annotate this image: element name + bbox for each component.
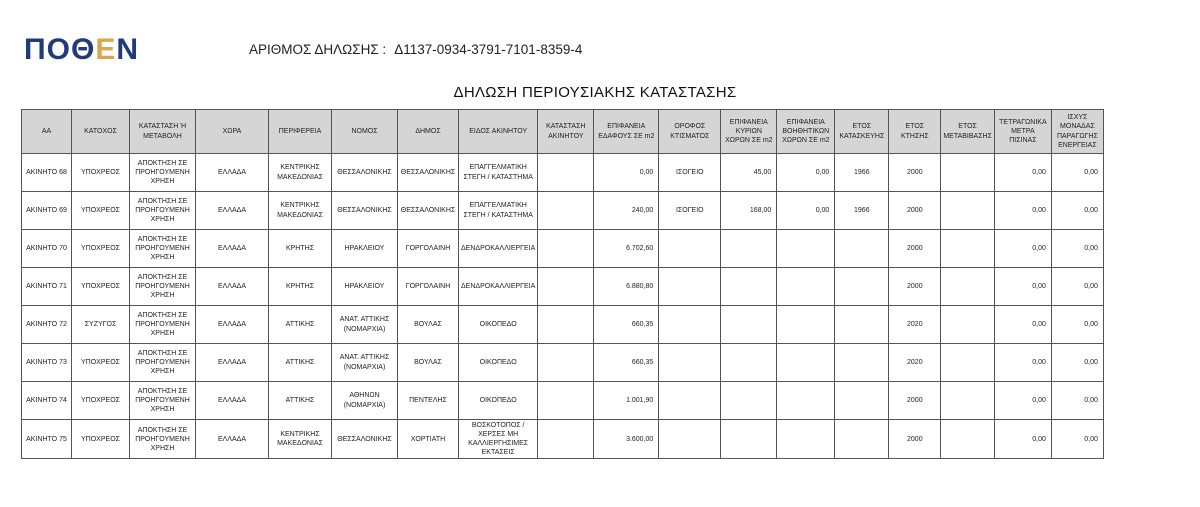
logo-text-left: ΠΟΘ — [24, 33, 96, 66]
cell-owner: ΣΥΖΥΓΟΣ — [72, 306, 130, 344]
cell-aux-area — [777, 420, 835, 459]
cell-aux-area — [777, 306, 835, 344]
cell-property-status — [538, 344, 594, 382]
cell-municipality: ΒΟΥΛΑΣ — [398, 306, 459, 344]
cell-main-area — [721, 344, 777, 382]
cell-energy-unit-power: 0,00 — [1051, 382, 1103, 420]
declaration-number-label: ΑΡΙΘΜΟΣ ΔΗΛΩΣΗΣ : — [249, 42, 387, 57]
cell-municipality: ΘΕΣΣΑΛΟΝΙΚΗΣ — [398, 192, 459, 230]
cell-main-area — [721, 306, 777, 344]
header-property-type: ΕΙΔΟΣ ΑΚΙΝΗΤΟΥ — [459, 110, 538, 154]
cell-pool-area: 0,00 — [994, 306, 1051, 344]
cell-floor: ΙΣΟΓΕΙΟ — [659, 154, 721, 192]
cell-aux-area — [777, 268, 835, 306]
cell-acquisition-year: 2020 — [889, 344, 941, 382]
cell-aux-area — [777, 382, 835, 420]
cell-energy-unit-power: 0,00 — [1051, 420, 1103, 459]
cell-region: ΚΕΝΤΡΙΚΗΣ ΜΑΚΕΔΟΝΙΑΣ — [269, 420, 332, 459]
cell-construction-year — [835, 420, 889, 459]
header-property-status: ΚΑΤΑΣΤΑΣΗ ΑΚΙΝΗΤΟΥ — [538, 110, 594, 154]
cell-country: ΕΛΛΑΔΑ — [196, 192, 269, 230]
cell-status-change: ΑΠΟΚΤΗΣΗ ΣΕ ΠΡΟΗΓΟΥΜΕΝΗ ΧΡΗΣΗ — [130, 382, 196, 420]
cell-acquisition-year: 2000 — [889, 420, 941, 459]
cell-status-change: ΑΠΟΚΤΗΣΗ ΣΕ ΠΡΟΗΓΟΥΜΕΝΗ ΧΡΗΣΗ — [130, 420, 196, 459]
cell-municipality: ΧΟΡΤΙΑΤΗ — [398, 420, 459, 459]
cell-owner: ΥΠΟΧΡΕΟΣ — [72, 192, 130, 230]
cell-prefecture: ΘΕΣΣΑΛΟΝΙΚΗΣ — [332, 154, 398, 192]
cell-prefecture: ΘΕΣΣΑΛΟΝΙΚΗΣ — [332, 192, 398, 230]
header-land-area: ΕΠΙΦΑΝΕΙΑ ΕΔΑΦΟΥΣ ΣΕ m2 — [594, 110, 659, 154]
cell-region: ΚΡΗΤΗΣ — [269, 230, 332, 268]
cell-country: ΕΛΛΑΔΑ — [196, 344, 269, 382]
header-status-change: ΚΑΤΑΣΤΑΣΗ Ή ΜΕΤΑΒΟΛΗ — [130, 110, 196, 154]
cell-construction-year — [835, 268, 889, 306]
cell-country: ΕΛΛΑΔΑ — [196, 420, 269, 459]
cell-acquisition-year: 2000 — [889, 268, 941, 306]
cell-construction-year — [835, 344, 889, 382]
cell-acquisition-year: 2000 — [889, 230, 941, 268]
cell-country: ΕΛΛΑΔΑ — [196, 382, 269, 420]
cell-aa: ΑΚΙΝΗΤΟ 71 — [22, 268, 72, 306]
header-floor: ΟΡΟΦΟΣ ΚΤΙΣΜΑΤΟΣ — [659, 110, 721, 154]
cell-country: ΕΛΛΑΔΑ — [196, 154, 269, 192]
cell-property-type: ΟΙΚΟΠΕΔΟ — [459, 344, 538, 382]
cell-main-area: 45,00 — [721, 154, 777, 192]
page-title: ΔΗΛΩΣΗ ΠΕΡΙΟΥΣΙΑΚΗΣ ΚΑΤΑΣΤΑΣΗΣ — [453, 84, 737, 101]
cell-aux-area: 0,00 — [777, 192, 835, 230]
header-aa: ΑΑ — [22, 110, 72, 154]
cell-status-change: ΑΠΟΚΤΗΣΗ ΣΕ ΠΡΟΗΓΟΥΜΕΝΗ ΧΡΗΣΗ — [130, 192, 196, 230]
cell-municipality: ΠΕΝΤΕΛΗΣ — [398, 382, 459, 420]
cell-aa: ΑΚΙΝΗΤΟ 68 — [22, 154, 72, 192]
cell-land-area: 240,00 — [594, 192, 659, 230]
cell-acquisition-year: 2000 — [889, 382, 941, 420]
cell-property-type: ΟΙΚΟΠΕΔΟ — [459, 382, 538, 420]
table-row — [22, 382, 1104, 420]
cell-main-area — [721, 230, 777, 268]
header-owner: ΚΑΤΟΧΟΣ — [72, 110, 130, 154]
cell-floor — [659, 344, 721, 382]
cell-country: ΕΛΛΑΔΑ — [196, 230, 269, 268]
table-row — [22, 230, 1104, 268]
cell-property-type: ΒΟΣΚΟΤΟΠΟΣ / ΧΕΡΣΕΣ ΜΗ ΚΑΛΛΙΕΡΓΗΣΙΜΕΣ ΕΚΤΑΣΕΙΣ — [459, 420, 538, 459]
cell-region: ΚΡΗΤΗΣ — [269, 268, 332, 306]
declaration-number — [249, 42, 582, 57]
cell-aux-area — [777, 344, 835, 382]
cell-pool-area: 0,00 — [994, 344, 1051, 382]
cell-municipality: ΓΟΡΓΟΛΑΙΝΗ — [398, 268, 459, 306]
cell-property-type: ΕΠΑΓΓΕΛΜΑΤΙΚΗ ΣΤΕΓΗ / ΚΑΤΑΣΤΗΜΑ — [459, 154, 538, 192]
property-table — [21, 109, 1104, 459]
cell-owner: ΥΠΟΧΡΕΟΣ — [72, 344, 130, 382]
cell-acquisition-year: 2020 — [889, 306, 941, 344]
cell-prefecture: ΘΕΣΣΑΛΟΝΙΚΗΣ — [332, 420, 398, 459]
cell-acquisition-year: 2000 — [889, 192, 941, 230]
cell-pool-area: 0,00 — [994, 420, 1051, 459]
logo-text-accent: Ε — [95, 33, 117, 66]
cell-land-area: 6.702,60 — [594, 230, 659, 268]
cell-transfer-year — [941, 420, 995, 459]
cell-construction-year — [835, 230, 889, 268]
table-row — [22, 420, 1104, 459]
cell-pool-area: 0,00 — [994, 192, 1051, 230]
declaration-number-value: Δ1137-0934-3791-7101-8359-4 — [394, 42, 583, 57]
header-main-area: ΕΠΙΦΑΝΕΙΑ ΚΥΡΙΩΝ ΧΩΡΩΝ ΣΕ m2 — [721, 110, 777, 154]
cell-property-type: ΔΕΝΔΡΟΚΑΛΛΙΕΡΓΕΙΑ — [459, 230, 538, 268]
cell-transfer-year — [941, 268, 995, 306]
header-acquisition-year: ΕΤΟΣ ΚΤΗΣΗΣ — [889, 110, 941, 154]
table-row — [22, 268, 1104, 306]
cell-property-status — [538, 192, 594, 230]
header-country: ΧΩΡΑ — [196, 110, 269, 154]
cell-region: ΑΤΤΙΚΗΣ — [269, 382, 332, 420]
cell-prefecture: ΗΡΑΚΛΕΙΟΥ — [332, 268, 398, 306]
cell-property-type: ΟΙΚΟΠΕΔΟ — [459, 306, 538, 344]
header-prefecture: ΝΟΜΟΣ — [332, 110, 398, 154]
logo-text-right: Ν — [116, 33, 140, 66]
cell-transfer-year — [941, 344, 995, 382]
cell-property-status — [538, 382, 594, 420]
cell-property-type: ΕΠΑΓΓΕΛΜΑΤΙΚΗ ΣΤΕΓΗ / ΚΑΤΑΣΤΗΜΑ — [459, 192, 538, 230]
cell-prefecture: ΗΡΑΚΛΕΙΟΥ — [332, 230, 398, 268]
table-row — [22, 154, 1104, 192]
table-row — [22, 344, 1104, 382]
cell-land-area: 1.001,90 — [594, 382, 659, 420]
header-municipality: ΔΗΜΟΣ — [398, 110, 459, 154]
cell-prefecture: ΑΝΑΤ. ΑΤΤΙΚΗΣ (ΝΟΜΑΡΧΙΑ) — [332, 306, 398, 344]
cell-land-area: 660,35 — [594, 344, 659, 382]
header-pool-area: ΤΕΤΡΑΓΩΝΙΚΑ ΜΕΤΡΑ ΠΙΣΙΝΑΣ — [994, 110, 1051, 154]
cell-energy-unit-power: 0,00 — [1051, 192, 1103, 230]
cell-aa: ΑΚΙΝΗΤΟ 74 — [22, 382, 72, 420]
cell-construction-year: 1966 — [835, 192, 889, 230]
cell-floor — [659, 230, 721, 268]
cell-property-status — [538, 268, 594, 306]
cell-owner: ΥΠΟΧΡΕΟΣ — [72, 154, 130, 192]
cell-owner: ΥΠΟΧΡΕΟΣ — [72, 230, 130, 268]
cell-region: ΑΤΤΙΚΗΣ — [269, 306, 332, 344]
cell-floor — [659, 382, 721, 420]
cell-floor: ΙΣΟΓΕΙΟ — [659, 192, 721, 230]
cell-property-status — [538, 306, 594, 344]
cell-aa: ΑΚΙΝΗΤΟ 73 — [22, 344, 72, 382]
cell-land-area: 6.880,80 — [594, 268, 659, 306]
cell-pool-area: 0,00 — [994, 382, 1051, 420]
pothen-logo — [24, 33, 139, 67]
cell-energy-unit-power: 0,00 — [1051, 230, 1103, 268]
cell-status-change: ΑΠΟΚΤΗΣΗ ΣΕ ΠΡΟΗΓΟΥΜΕΝΗ ΧΡΗΣΗ — [130, 230, 196, 268]
header-construction-year: ΕΤΟΣ ΚΑΤΑΣΚΕΥΗΣ — [835, 110, 889, 154]
cell-status-change: ΑΠΟΚΤΗΣΗ ΣΕ ΠΡΟΗΓΟΥΜΕΝΗ ΧΡΗΣΗ — [130, 154, 196, 192]
cell-floor — [659, 420, 721, 459]
cell-property-status — [538, 154, 594, 192]
cell-owner: ΥΠΟΧΡΕΟΣ — [72, 420, 130, 459]
cell-property-type: ΔΕΝΔΡΟΚΑΛΛΙΕΡΓΕΙΑ — [459, 268, 538, 306]
cell-country: ΕΛΛΑΔΑ — [196, 306, 269, 344]
cell-energy-unit-power: 0,00 — [1051, 344, 1103, 382]
cell-energy-unit-power: 0,00 — [1051, 154, 1103, 192]
cell-aa: ΑΚΙΝΗΤΟ 72 — [22, 306, 72, 344]
cell-construction-year: 1966 — [835, 154, 889, 192]
header-region: ΠΕΡΙΦΕΡΕΙΑ — [269, 110, 332, 154]
cell-pool-area: 0,00 — [994, 230, 1051, 268]
cell-construction-year — [835, 382, 889, 420]
cell-main-area — [721, 382, 777, 420]
header-aux-area: ΕΠΙΦΑΝΕΙΑ ΒΟΗΘΗΤΙΚΩΝ ΧΩΡΩΝ ΣΕ m2 — [777, 110, 835, 154]
cell-aux-area — [777, 230, 835, 268]
cell-region: ΚΕΝΤΡΙΚΗΣ ΜΑΚΕΔΟΝΙΑΣ — [269, 154, 332, 192]
cell-transfer-year — [941, 306, 995, 344]
cell-region: ΚΕΝΤΡΙΚΗΣ ΜΑΚΕΔΟΝΙΑΣ — [269, 192, 332, 230]
cell-owner: ΥΠΟΧΡΕΟΣ — [72, 268, 130, 306]
cell-pool-area: 0,00 — [994, 268, 1051, 306]
cell-aa: ΑΚΙΝΗΤΟ 70 — [22, 230, 72, 268]
cell-transfer-year — [941, 230, 995, 268]
cell-region: ΑΤΤΙΚΗΣ — [269, 344, 332, 382]
header-energy-unit-power: ΙΣΧΥΣ ΜΟΝΑΔΑΣ ΠΑΡΑΓΩΓΗΣ ΕΝΕΡΓΕΙΑΣ — [1051, 110, 1103, 154]
cell-floor — [659, 306, 721, 344]
cell-land-area: 3.600,00 — [594, 420, 659, 459]
cell-prefecture: ΑΝΑΤ. ΑΤΤΙΚΗΣ (ΝΟΜΑΡΧΙΑ) — [332, 344, 398, 382]
cell-municipality: ΒΟΥΛΑΣ — [398, 344, 459, 382]
cell-status-change: ΑΠΟΚΤΗΣΗ ΣΕ ΠΡΟΗΓΟΥΜΕΝΗ ΧΡΗΣΗ — [130, 344, 196, 382]
cell-pool-area: 0,00 — [994, 154, 1051, 192]
cell-aa: ΑΚΙΝΗΤΟ 69 — [22, 192, 72, 230]
cell-energy-unit-power: 0,00 — [1051, 268, 1103, 306]
cell-construction-year — [835, 306, 889, 344]
cell-main-area: 168,00 — [721, 192, 777, 230]
cell-transfer-year — [941, 382, 995, 420]
cell-status-change: ΑΠΟΚΤΗΣΗ ΣΕ ΠΡΟΗΓΟΥΜΕΝΗ ΧΡΗΣΗ — [130, 268, 196, 306]
cell-property-status — [538, 230, 594, 268]
cell-municipality: ΓΟΡΓΟΛΑΙΝΗ — [398, 230, 459, 268]
cell-property-status — [538, 420, 594, 459]
cell-municipality: ΘΕΣΣΑΛΟΝΙΚΗΣ — [398, 154, 459, 192]
cell-transfer-year — [941, 192, 995, 230]
cell-aa: ΑΚΙΝΗΤΟ 75 — [22, 420, 72, 459]
cell-main-area — [721, 268, 777, 306]
table-row — [22, 192, 1104, 230]
cell-acquisition-year: 2000 — [889, 154, 941, 192]
table-row — [22, 306, 1104, 344]
cell-prefecture: ΑΘΗΝΩΝ (ΝΟΜΑΡΧΙΑ) — [332, 382, 398, 420]
cell-land-area: 660,35 — [594, 306, 659, 344]
cell-owner: ΥΠΟΧΡΕΟΣ — [72, 382, 130, 420]
cell-land-area: 0,00 — [594, 154, 659, 192]
cell-country: ΕΛΛΑΔΑ — [196, 268, 269, 306]
cell-transfer-year — [941, 154, 995, 192]
cell-floor — [659, 268, 721, 306]
header-transfer-year: ΕΤΟΣ ΜΕΤΑΒΙΒΑΣΗΣ — [941, 110, 995, 154]
table-header-row — [22, 110, 1104, 154]
cell-energy-unit-power: 0,00 — [1051, 306, 1103, 344]
cell-status-change: ΑΠΟΚΤΗΣΗ ΣΕ ΠΡΟΗΓΟΥΜΕΝΗ ΧΡΗΣΗ — [130, 306, 196, 344]
cell-main-area — [721, 420, 777, 459]
cell-aux-area: 0,00 — [777, 154, 835, 192]
